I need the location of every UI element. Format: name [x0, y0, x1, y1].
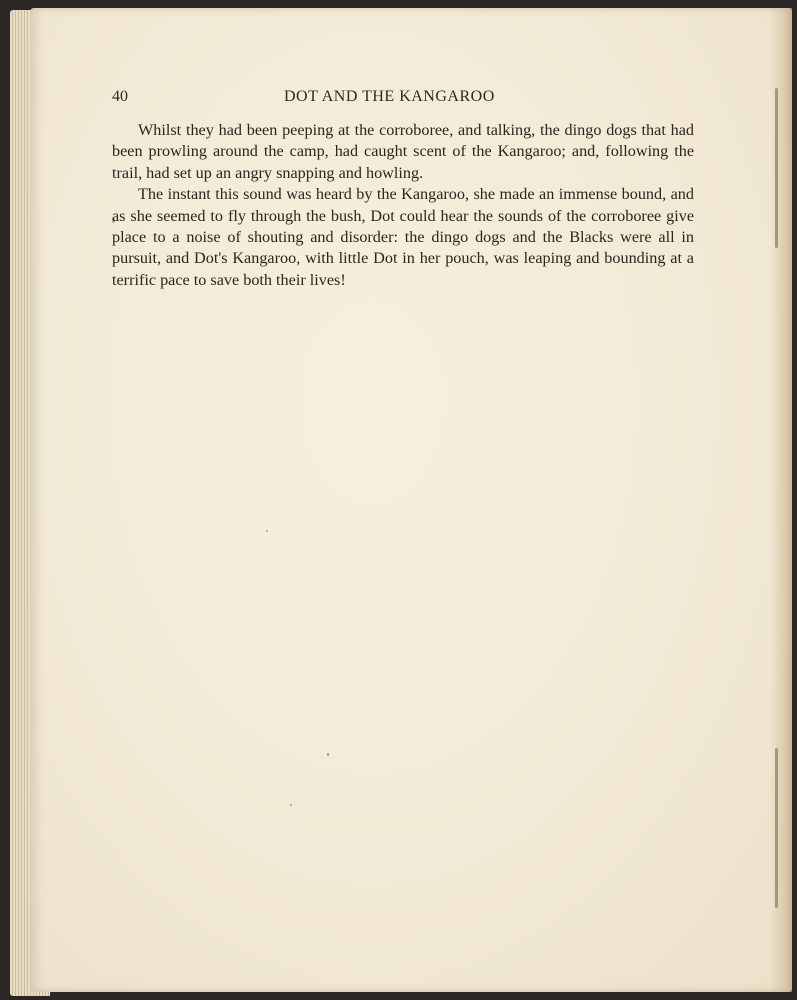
page-number: 40 [112, 88, 128, 105]
body-text [112, 120, 694, 291]
page-right-edge [770, 8, 792, 992]
paper-speck [266, 530, 268, 532]
paragraph: The instant this sound was heard by the Kangaroo, she made an immense bound, and as she seemed to fly through the bush, Dot could hear the sounds of the corroboree give place to a noise of shouting and disorder: the dingo dogs and the Blacks were all in pursuit, and Dot's Kangaroo, with little Dot in her pouch, was leaping and bounding at a terrific pace to save both their lives! [112, 185, 694, 289]
page-header [112, 88, 692, 110]
paper-speck [327, 753, 329, 756]
binding-stitch-mark [775, 748, 778, 908]
running-title: DOT AND THE KANGAROO [284, 88, 495, 105]
paper-speck [290, 804, 292, 806]
binding-stitch-mark [775, 88, 778, 248]
paragraph: Whilst they had been peeping at the corroboree, and talking, the dingo dogs that had been prowling around the camp, had caught scent of the Kangaroo; and, following the trail, had set up an angry snapping and howling. [112, 121, 694, 182]
